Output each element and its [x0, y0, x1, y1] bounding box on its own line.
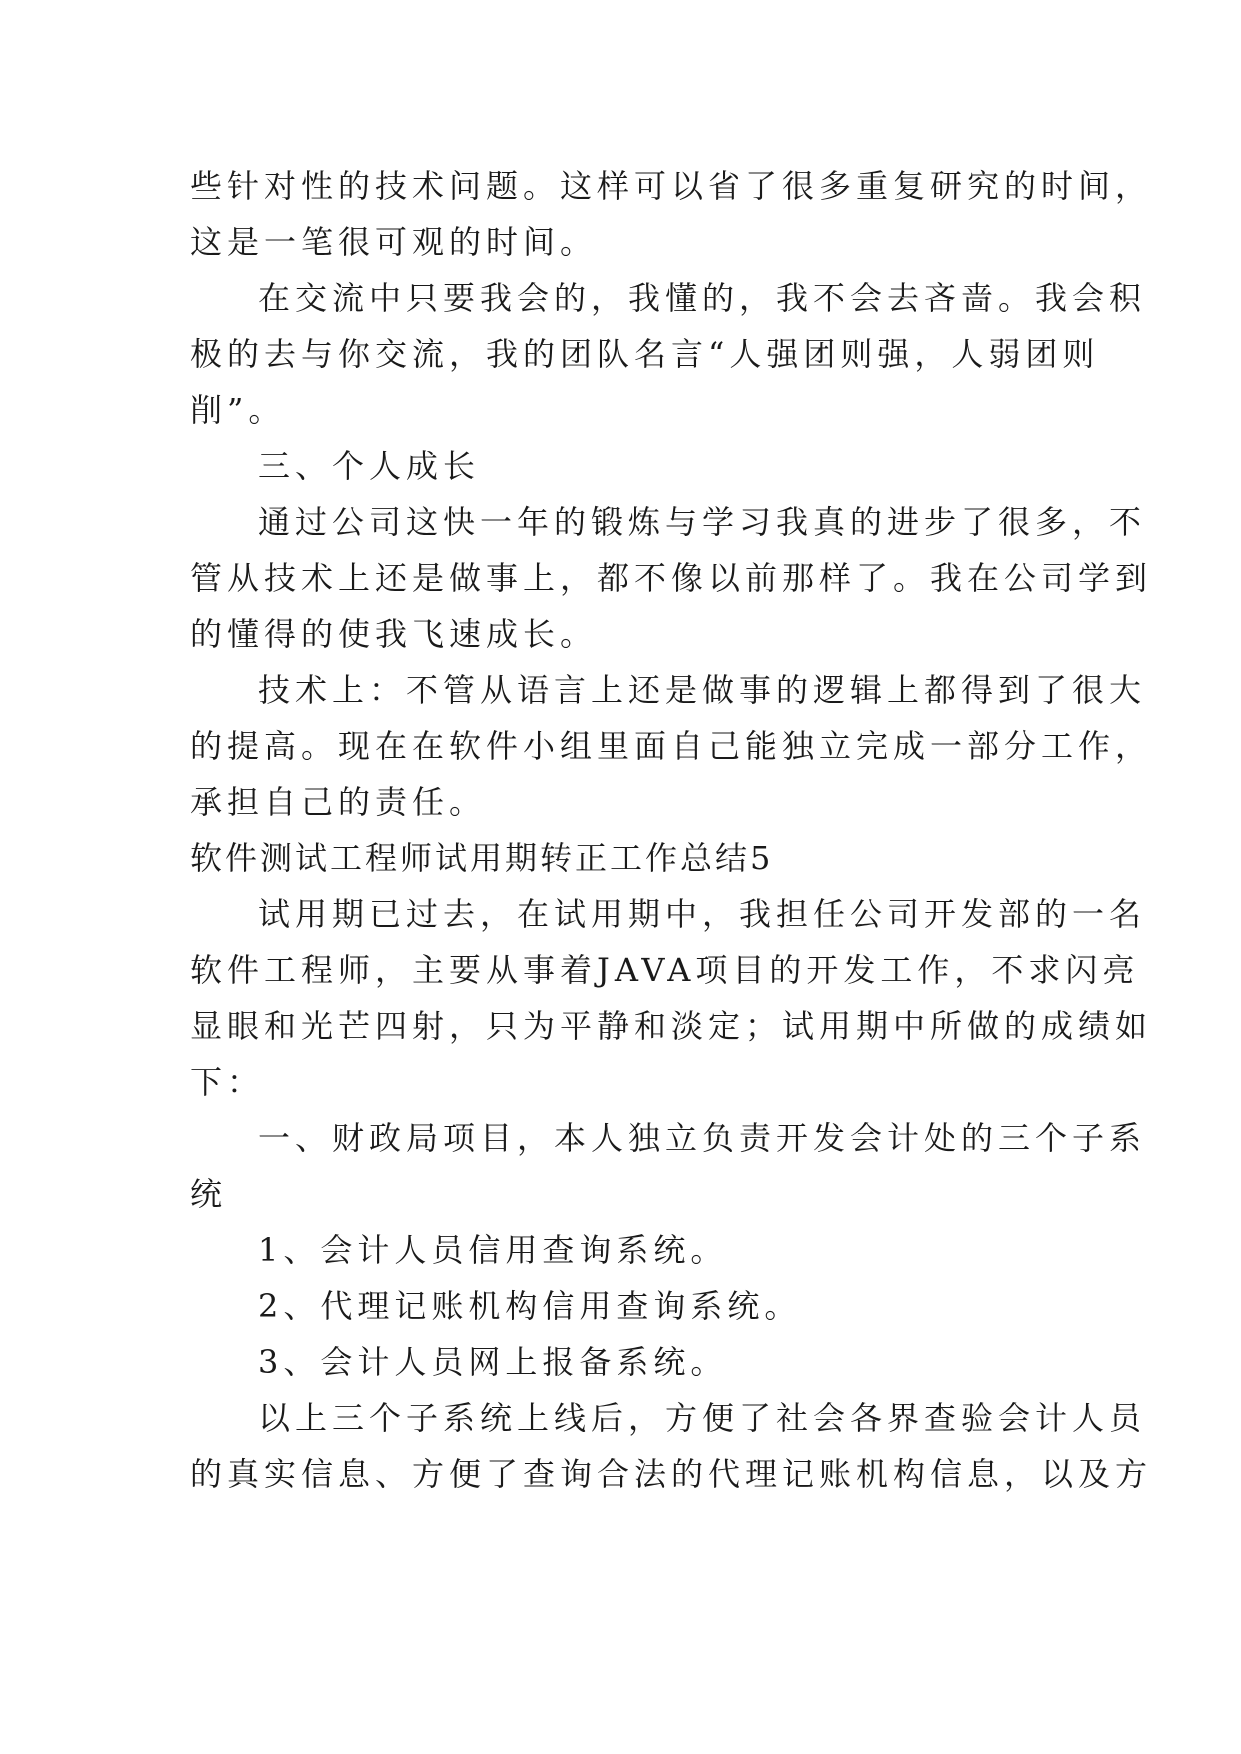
paragraph-line: 以上三个子系统上线后，方便了社会各界查验会计人员: [258, 1399, 1147, 1437]
document-body: [190, 158, 1153, 1502]
paragraph-line: 的真实信息、方便了查询合法的代理记账机构信息，以及方: [190, 1455, 1153, 1493]
paragraph-line: 这是一笔很可观的时间。: [190, 223, 598, 261]
paragraph-line: 显眼和光芒四射，只为平静和淡定；试用期中所做的成绩如: [190, 1007, 1153, 1045]
list-item: 3、会计人员网上报备系统。: [258, 1343, 728, 1381]
paragraph-line: 技术上：不管从语言上还是做事的逻辑上都得到了很大: [258, 671, 1147, 709]
list-item: 2、代理记账机构信用查询系统。: [258, 1287, 802, 1325]
paragraph-line: 极的去与你交流，我的团队名言“人强团则强，人弱团则: [190, 335, 1100, 373]
paragraph-line: 在交流中只要我会的，我懂的，我不会去吝啬。我会积: [258, 279, 1147, 317]
document-title: 软件测试工程师试用期转正工作总结5: [190, 839, 774, 877]
section-heading: 一、财政局项目，本人独立负责开发会计处的三个子系: [258, 1119, 1147, 1157]
paragraph-line: 试用期已过去，在试用期中，我担任公司开发部的一名: [258, 895, 1147, 933]
paragraph-line: 承担自己的责任。: [190, 783, 487, 821]
paragraph-line: 的懂得的使我飞速成长。: [190, 615, 598, 653]
paragraph-line: 统: [190, 1175, 228, 1213]
paragraph-line: 下：: [190, 1063, 265, 1101]
section-heading: 三、个人成长: [258, 447, 481, 485]
list-item: 1、会计人员信用查询系统。: [258, 1231, 728, 1269]
paragraph-line: 削”。: [190, 391, 286, 429]
paragraph-line: 的提高。现在在软件小组里面自己能独立完成一部分工作，: [190, 727, 1153, 765]
paragraph-line: 软件工程师，主要从事着JAVA项目的开发工作，不求闪亮: [190, 951, 1140, 989]
paragraph-line: 管从技术上还是做事上，都不像以前那样了。我在公司学到: [190, 559, 1153, 597]
paragraph-line: 些针对性的技术问题。这样可以省了很多重复研究的时间，: [190, 167, 1153, 205]
paragraph-line: 通过公司这快一年的锻炼与学习我真的进步了很多，不: [258, 503, 1147, 541]
